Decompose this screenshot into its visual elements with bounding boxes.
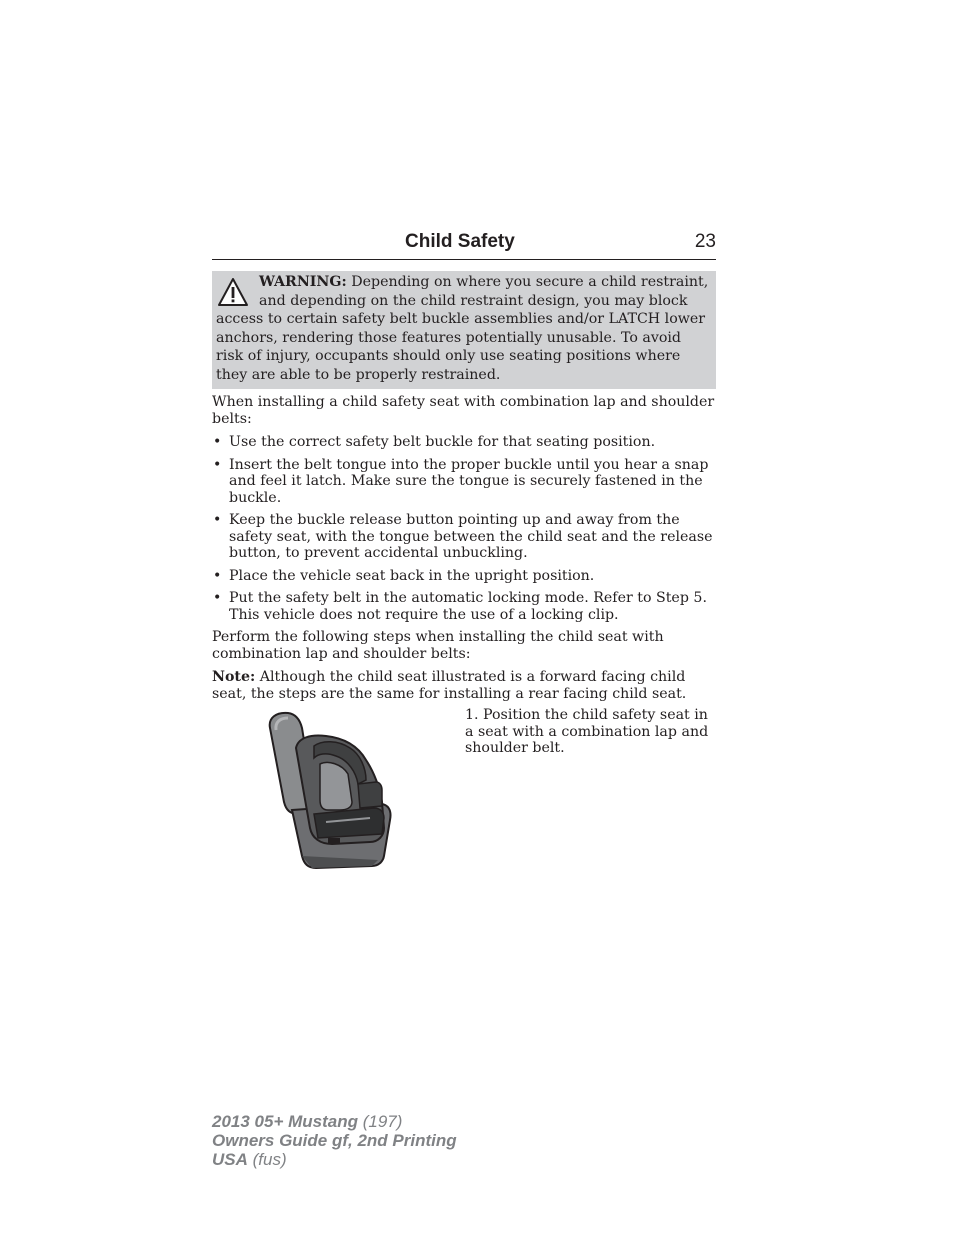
list-item: • Place the vehicle seat back in the upright position. [212,568,716,585]
instruction-bullet-list [212,434,716,629]
page-number: 23 [694,231,716,252]
footer-model-code: (197) [362,1112,403,1131]
warning-body: Depending on where you secure a child restraint, and depending on the child restraint design, you may block access to certain safety belt buckle assemblies and/or LATCH lower anchors, rendering those features potentially unusable. To avoid risk of injury, occupants should only use seating positions where they are able to be properly restrained. [216,274,709,383]
section-title: Child Safety [405,231,515,252]
intro-paragraph: When installing a child safety seat with combination lap and shoulder belts: [212,394,715,427]
list-item: • Use the correct safety belt buckle for that seating position. [212,434,716,451]
footer-market-code: (fus) [252,1150,287,1169]
list-item: • Insert the belt tongue into the proper buckle until you hear a snap and feel it latch. Make sure the tongue is securely fastened in the buckle. [212,457,716,507]
steps-intro-paragraph: Perform the following steps when installing the child seat with combination lap and shoulder belts: [212,629,664,662]
warning-label: WARNING: [259,274,347,290]
footer-market: USA [212,1150,248,1169]
page-header [212,228,716,260]
footer-guide: Owners Guide gf, 2nd Printing [212,1131,457,1150]
note-body: Although the child seat illustrated is a forward facing child seat, the steps are the same for installing a rear facing child seat. [212,669,687,702]
list-item: • Put the safety belt in the automatic locking mode. Refer to Step 5. This vehicle does not require the use of a locking clip. [212,590,716,623]
note-paragraph [212,669,716,702]
note-label: Note: [212,669,256,685]
list-item: • Keep the buckle release button pointing up and away from the safety seat, with the tongue between the child seat and the release button, to prevent accidental unbuckling. [212,512,716,562]
page-footer [212,1112,457,1169]
child-seat-illustration [262,710,396,870]
warning-box [212,271,716,389]
warning-paragraph [216,273,710,385]
step-1-text: 1. Position the child safety seat in a seat with a combination lap and shoulder belt. [465,707,709,756]
footer-model: 2013 05+ Mustang [212,1112,358,1131]
